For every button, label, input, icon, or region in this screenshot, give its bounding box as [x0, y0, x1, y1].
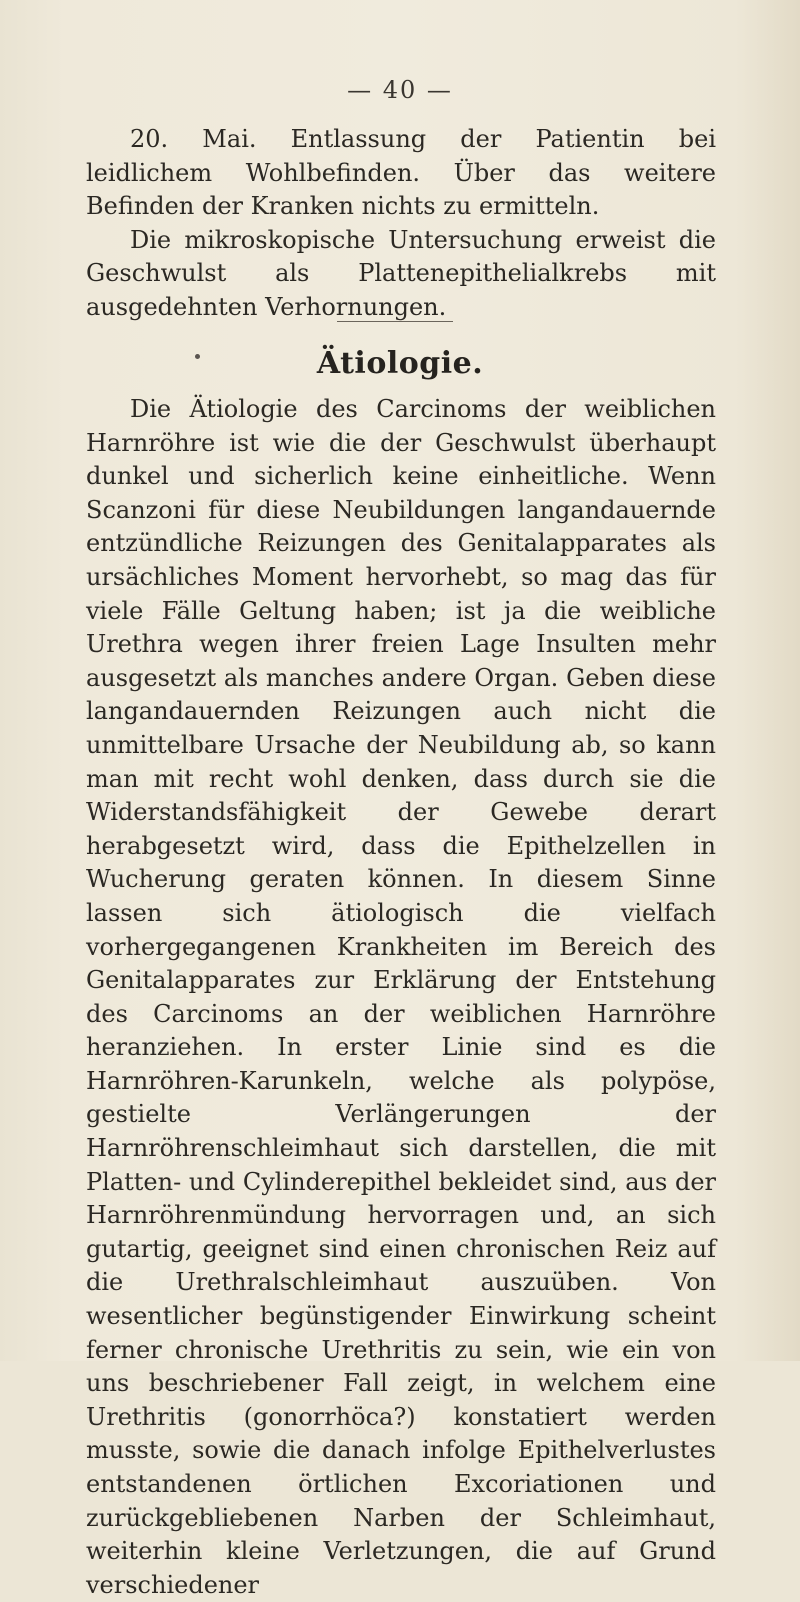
page-number: — 40 —	[347, 76, 453, 104]
intro-section	[86, 123, 716, 325]
etiology-paragraph: Die Ätiologie des Carcinoms der weiblichen Harnröhre ist wie die der Geschwulst überhaupt dunkel und sicherlich keine einheitliche. Wenn Scanzoni für diese Neubildungen langandauernde entzündliche Reizungen des Genitalapparates als ursächliches Moment hervorhebt, so mag das für viele Fälle Geltung haben; ist ja die weibliche Urethra wegen ihrer freien Lage Insulten mehr ausgesetzt als manches andere Organ. Geben diese langandauernden Reizungen auch nicht die unmittelbare Ursache der Neubildung ab, so kann man mit recht wohl denken, dass durch sie die Widerstandsfähigkeit der Gewebe derart herabgesetzt wird, dass die Epithelzellen in Wucherung geraten können. In diesem Sinne lassen sich ätiologisch die vielfach vorhergegangenen Krankheiten im Bereich des Genitalapparates zur Erklärung der Entstehung des Carcinoms an der weiblichen Harnröhre heranziehen. In erster Linie sind es die Harnröhren-Karunkeln, welche als polypöse, gestielte Verlängerungen der Harnröhrenschleimhaut sich darstellen, die mit Platten- und Cylinderepithel bekleidet sind, aus der Harnröhrenmündung hervorragen und, an sich gutartig, geeignet sind einen chronischen Reiz auf die Urethralschleimhaut auszuüben. Von wesentlicher begünstigender Einwirkung scheint ferner chronische Urethritis zu sein, wie ein von uns beschriebener Fall zeigt, in welchem eine Urethritis (gonorrhöca?) konstatiert werden musste, sowie die danach infolge Epithelverlustes entstandenen örtlichen Excoriationen und zurückgebliebenen Narben der Schleimhaut, weiterhin kleine Verletzungen, die auf Grund verschiedener	[86, 395, 716, 1599]
microscopy-paragraph: Die mikroskopische Untersuchung erweist die Geschwulst als Plattenepithelialkrebs mit ausgedehnten Verhornungen.	[86, 225, 716, 321]
section-divider	[337, 321, 453, 322]
etiology-section	[86, 393, 716, 1602]
section-heading: Ätiologie.	[316, 346, 484, 381]
discharge-paragraph: 20. Mai. Entlassung der Patientin bei leidlichem Wohlbefinden. Über das weitere Befinden der Kranken nichts zu ermitteln.	[86, 125, 716, 221]
